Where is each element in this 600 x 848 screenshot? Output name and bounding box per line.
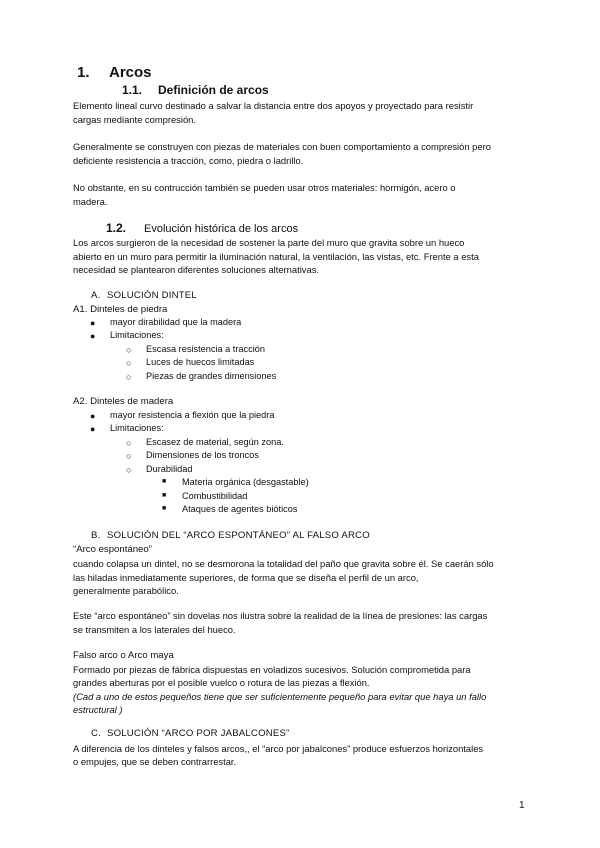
a1-bullet-2: Limitaciones: [110, 330, 164, 340]
heading-1-1 [122, 83, 269, 97]
circle-bullet-icon: ○ [126, 345, 132, 355]
a2-sub-2: Dimensiones de los troncos [146, 450, 259, 460]
circle-bullet-icon: ○ [126, 451, 132, 461]
heading-1-title: Arcos [109, 64, 152, 81]
b-para2-line-1: Este “arco espontáneo” sin dovelas nos ilustra sobre la realidad de la línea de presiones: las cargas [73, 610, 488, 621]
heading-1-2 [106, 221, 298, 235]
square-bullet-icon: ■ [162, 505, 167, 512]
a2-sub-3: Durabilidad [146, 464, 193, 474]
heading-1 [77, 64, 152, 81]
evolucion-line-1: Los arcos surgieron de la necesidad de sostener la parte del muro que gravita sobre un hueco [73, 237, 465, 248]
b-para1-line-3: generalmente parabólico. [73, 585, 179, 596]
a2-subsub-1: Materia orgánica (desgastable) [182, 477, 309, 487]
bullet-icon: ● [90, 411, 96, 421]
b-subheading-falso-arco: Falso arco o Arco maya [73, 650, 174, 661]
bullet-icon: ● [90, 331, 96, 341]
a1-title: A1. Dinteles de piedra [73, 304, 168, 315]
a1-bullet-1: mayor dirabilidad que la madera [110, 317, 242, 327]
bullet-icon: ● [90, 318, 96, 328]
circle-bullet-icon: ○ [126, 358, 132, 368]
no-obstante-line-1: No obstante, en su contrucción también se pueden usar otros materiales: hormigón, acero o [73, 182, 456, 193]
section-c-letter: C. [91, 728, 101, 739]
b-para3-line-4: estructural ) [73, 704, 123, 715]
section-b-heading [91, 530, 370, 541]
heading-1-1-title: Definición de arcos [158, 83, 269, 97]
a1-sub-3: Piezas de grandes dimensiones [146, 371, 277, 381]
heading-1-1-number: 1.1. [122, 83, 143, 97]
section-a-heading [91, 290, 197, 301]
circle-bullet-icon: ○ [126, 438, 132, 448]
circle-bullet-icon: ○ [126, 372, 132, 382]
a1-sub-1: Escasa resistencia a tracción [146, 344, 265, 354]
b-para1-line-2: las hiladas inmediatamente superiores, de forma que se diseña el perfil de un arco, [73, 572, 419, 583]
b-para1-line-1: cuando colapsa un dintel, no se desmorona la totalidad del paño que gravita sobre él. Se caerán sólo [73, 558, 494, 569]
section-a-letter: A. [91, 290, 101, 301]
a2-sub-1: Escasez de material, según zona. [146, 437, 284, 447]
circle-bullet-icon: ○ [126, 465, 132, 475]
a2-subsub-2: Combustibilidad [182, 491, 248, 501]
square-bullet-icon: ■ [162, 492, 167, 499]
b-subheading-arco-espontaneo: “Arco espontáneo” [73, 544, 152, 555]
a2-bullet-1: mayor resistencia a flexión que la piedra [110, 410, 275, 420]
c-para1-line-2: o empujes, que se deben contrarrestar. [73, 756, 237, 767]
section-b-title: SOLUCIÓN DEL “ARCO ESPONTÁNEO” AL FALSO ARCO [107, 530, 370, 541]
heading-1-number: 1. [77, 64, 90, 81]
definition-line-1: Elemento lineal curvo destinado a salvar la distancia entre dos apoyos y proyectado para resistir [73, 100, 474, 111]
a2-bullet-2: Limitaciones: [110, 423, 164, 433]
b-para3-line-1: Formado por piezas de fábrica dispuestas en voladizos sucesivos. Solución comprometida para [73, 664, 471, 675]
section-c-heading [91, 728, 289, 739]
no-obstante-line-2: madera. [73, 196, 108, 207]
b-para3-line-3: (Cad a uno de estos pequeños tiene que ser suficientemente pequeño para evitar que haya un fallo [73, 691, 487, 702]
c-para1-line-1: A diferencia de los dinteles y falsos arcos,, el “arco por jabalcones” produce esfuerzos horizontales [73, 743, 484, 754]
b-para3-line-2: grandes aberturas por el posible vuelco o rotura de las piezas a flexión. [73, 677, 370, 688]
section-c-title: SOLUCIÓN “ARCO POR JABALCONES” [107, 728, 290, 739]
section-a-title: SOLUCIÓN DINTEL [107, 290, 197, 301]
a2-subsub-3: Ataques de agentes bióticos [182, 504, 298, 514]
page-number: 1 [519, 800, 525, 811]
heading-1-2-number: 1.2. [106, 221, 127, 235]
generalmente-line-2: deficiente resistencia a tracción, como, piedra o ladrillo. [73, 155, 304, 166]
evolucion-line-2: abierto en un muro para permitir la iluminación natural, la ventilación, las vistas, etc. Frente a esta [73, 251, 479, 262]
bullet-icon: ● [90, 424, 96, 434]
heading-1-2-title: Evolución histórica de los arcos [144, 223, 299, 235]
generalmente-line-1: Generalmente se construyen con piezas de materiales con buen comportamiento a compresión pero [73, 141, 491, 152]
definition-line-2: cargas mediante compresión. [73, 114, 196, 125]
b-para2-line-2: se transmiten a los laterales del hueco. [73, 624, 236, 635]
section-b-letter: B. [91, 530, 101, 541]
a2-title: A2. Dinteles de madera [73, 396, 174, 407]
evolucion-line-3: necesidad se plantearon diferentes soluciones alternativas. [73, 264, 319, 275]
square-bullet-icon: ■ [162, 478, 167, 485]
a1-sub-2: Luces de huecos limitadas [146, 357, 255, 367]
